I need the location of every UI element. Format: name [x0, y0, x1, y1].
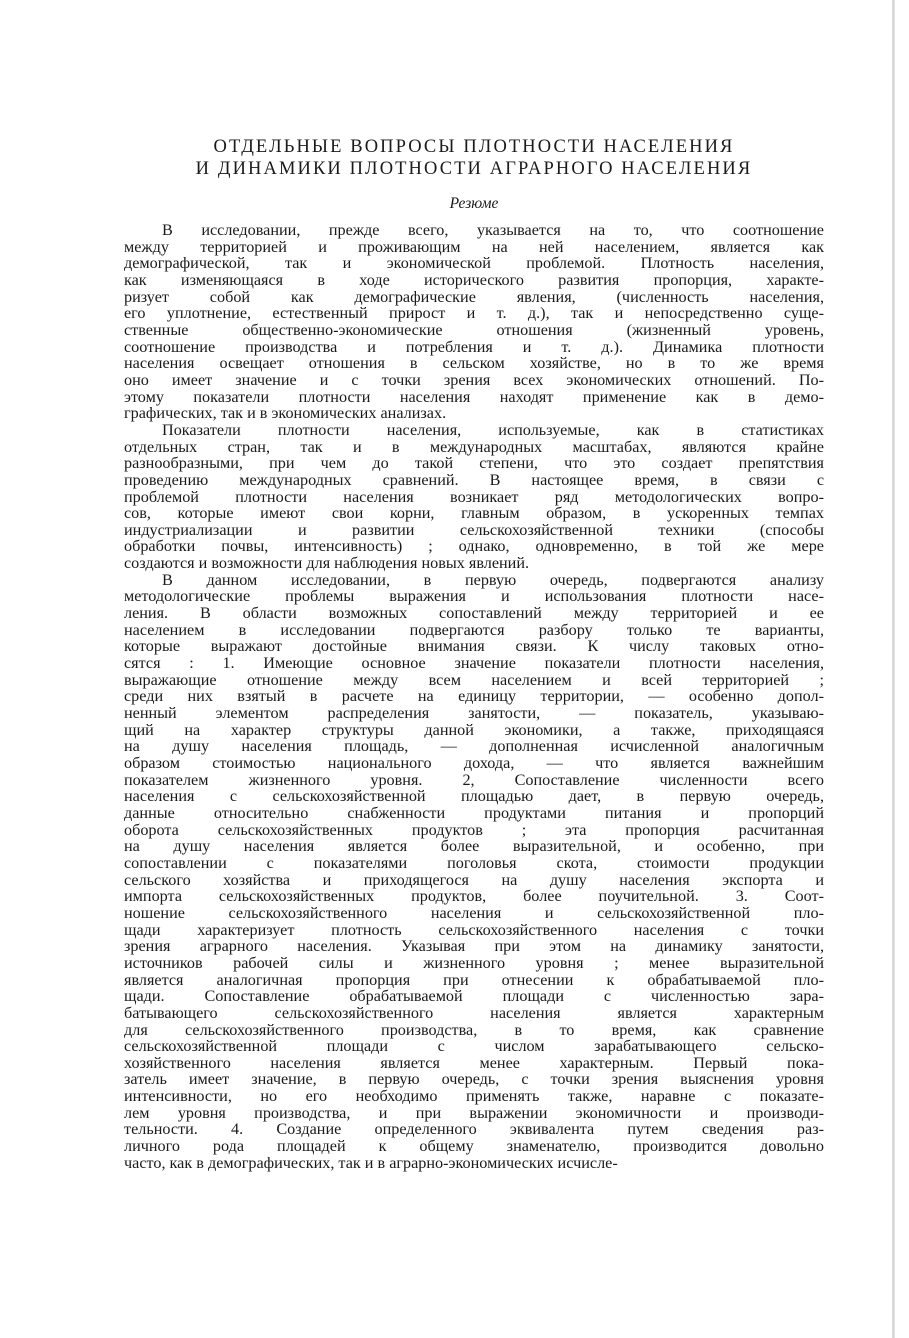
text-line: разнообразными, при чем до такой степени, что это создает препятствия [124, 454, 824, 473]
text-line: сопоставлении с показателями поголовья скота, стоимости продукции [124, 853, 824, 872]
text-line: Показатели плотности населения, используемые, как в статистиках [162, 420, 824, 439]
text-line: демографической, так и экономической проблемой. Плотность населения, [124, 254, 824, 273]
text-line: этому показатели плотности населения находят применение как в демо- [124, 387, 824, 406]
article-body [124, 222, 824, 1171]
text-line: создаются и возможности для наблюдения новых явлений. [124, 554, 530, 573]
text-line: часто, как в демографических, так и в аграрно-экономических исчисле- [124, 1153, 618, 1172]
text-line: В данном исследовании, в первую очередь, подвергаются анализу [162, 570, 824, 589]
text-line: оборота сельскохозяйственных продуктов ; эта пропорция расчитанная [124, 820, 824, 839]
text-line: затель имеет значение, в первую очередь, с точки зрения выяснения уровня [124, 1070, 824, 1089]
text-line: населения с сельскохозяйственной площадью дает, в первую очередь, [124, 787, 824, 806]
summary-heading: Резюме [449, 195, 499, 212]
text-line: графических, так и в экономических анализах. [124, 404, 447, 423]
text-line: населением в исследовании подвергаются разбору только те варианты, [124, 620, 824, 639]
text-line: личного рода площадей к общему знаменателю, производится довольно [124, 1137, 824, 1156]
text-line: ления. В области возможных сопоставлений между территорией и ее [124, 604, 824, 623]
text-line: лем уровня производства, и при выражении экономичности и производи- [124, 1103, 824, 1122]
text-line: ненный элементом распределения занятости, — показатель, указываю- [124, 704, 824, 723]
text-line: образом стоимостью национального дохода, — что является важнейшим [124, 754, 824, 772]
text-line: проведению международных сравнений. В настоящее время, в связи с [124, 470, 824, 489]
text-line: выражающие отношение между всем населением и всей территорией ; [124, 670, 824, 689]
text-line: обработки почвы, интенсивность) ; однако, одновременно, в той же мере [124, 537, 824, 556]
text-line: методологические проблемы выражения и использования плотности насе- [124, 587, 824, 606]
text-line: соотношение производства и потребления и т. д.). Динамика плотности [124, 337, 824, 356]
text-line: ношение сельскохозяйственного населения и сельскохозяйственной пло- [124, 903, 824, 922]
text-line: импорта сельскохозяйственных продуктов, более поучительной. 3. Соот- [124, 887, 824, 906]
text-line: его уплотнение, естественный прирост и т. д.), так и непосредственно суще- [124, 304, 824, 323]
text-line: ризует собой как демографические явления, (численность населения, [124, 287, 824, 306]
article-title [124, 136, 824, 180]
article [124, 136, 824, 1171]
text-line: как изменяющаяся в ходе исторического развития пропорция, характе- [124, 270, 824, 289]
text-line: для сельскохозяйственного производства, в то время, как сравнение [124, 1020, 824, 1039]
text-line: щади. Сопоставление обрабатываемой площади с численностью зара- [124, 987, 824, 1006]
text-line: хозяйственного населения является менее характерным. Первый пока- [124, 1053, 824, 1072]
text-line: на душу населения площадь, — дополненная исчисленной аналогичным [124, 737, 824, 756]
text-line: данные относительно снабженности продуктами питания и пропорций [124, 803, 824, 822]
text-line: тельности. 4. Создание определенного эквивалента путем сведения раз- [124, 1120, 824, 1139]
page-edge [892, 0, 895, 1338]
text-line: В исследовании, прежде всего, указывается на то, что соотношение [162, 221, 824, 239]
text-line: сов, которые имеют свои корни, главным образом, в ускоренных темпах [124, 504, 824, 523]
text-line: среди них взятый в расчете на единицу территории, — особенно допол- [124, 687, 824, 706]
text-line: источников рабочей силы и жизненного уровня ; менее выразительной [124, 953, 824, 972]
text-line: является аналогичная пропорция при отнесении к обрабатываемой пло- [124, 970, 824, 989]
text-line: щади характеризует плотность сельскохозяйственного населения с точки [124, 920, 824, 939]
text-line: зрения аграрного населения. Указывая при этом на динамику занятости, [124, 937, 824, 956]
text-line: сятся : 1. Имеющие основное значение показатели плотности населения, [124, 654, 824, 673]
text-line: населения освещает отношения в сельском хозяйстве, но в то же время [124, 354, 824, 373]
text-line: индустриализации и развитии сельскохозяйственной техники (способы [124, 520, 824, 539]
text-line: сельскохозяйственной площади с числом зарабатывающего сельско- [124, 1037, 824, 1056]
text-line: оно имеет значение и с точки зрения всех экономических отношений. По- [124, 370, 824, 389]
text-line: ственные общественно-экономические отношения (жизненный уровень, [124, 320, 824, 339]
paragraph [124, 422, 824, 572]
text-line: которые выражают достойные внимания связи. К числу таковых отно- [124, 637, 824, 656]
paragraph [124, 222, 824, 422]
text-line: сельского хозяйства и приходящегося на душу населения экспорта и [124, 870, 824, 889]
text-line: отдельных стран, так и в международных масштабах, являются крайне [124, 437, 824, 456]
text-line: интенсивности, но его необходимо применять также, наравне с показате- [124, 1087, 824, 1106]
title-line: ОТДЕЛЬНЫЕ ВОПРОСЫ ПЛОТНОСТИ НАСЕЛЕНИЯ [213, 137, 735, 157]
text-line: батывающего сельскохозяйственного населения является характерным [124, 1003, 824, 1022]
text-line: показателем жизненного уровня. 2, Сопоставление численности всего [124, 770, 824, 789]
title-line: И ДИНАМИКИ ПЛОТНОСТИ АГРАРНОГО НАСЕЛЕНИЯ [195, 159, 753, 179]
text-line: на душу населения является более выразительной, и особенно, при [124, 837, 824, 856]
text-line: проблемой плотности населения возникает ряд методологических вопро- [124, 487, 824, 506]
paragraph [124, 572, 824, 1172]
text-line: между территорией и проживающим на ней населением, является как [124, 237, 824, 256]
text-line: щий на характер структуры данной экономики, а также, приходящаяся [124, 720, 824, 739]
